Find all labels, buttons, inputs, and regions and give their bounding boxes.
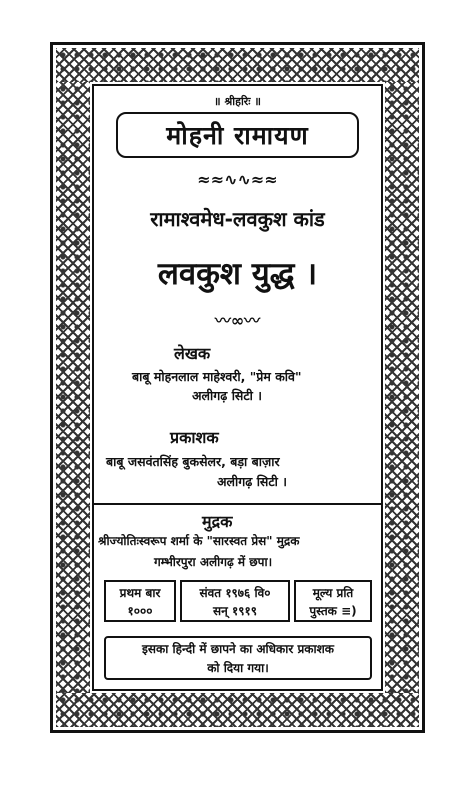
price-label: मूल्य प्रति: [312, 586, 354, 600]
book-title: मोहनी रामायण: [166, 121, 309, 150]
info-boxes: [104, 580, 372, 622]
edition-count: १०००: [127, 604, 153, 618]
ornament-flourish: 〰∞〰: [214, 311, 261, 330]
edition-label: प्रथम बार: [119, 586, 161, 600]
publisher-name: बाबू जसवंतसिंह बुकसेलर, बड़ा बाज़ार: [106, 454, 280, 469]
ornamental-border-top: [56, 48, 419, 82]
book-subtitle: रामाश्वमेध-लवकुश कांड: [150, 207, 325, 231]
printer-name: श्रीज्योतिःस्वरूप शर्मा के "सारस्वत प्रेस" मुद्रक: [98, 534, 300, 548]
printer-place: गम्भीरपुरा अलीगढ़ में छपा।: [154, 555, 273, 569]
ornamental-border-bottom: [56, 693, 419, 727]
author-place: अलीगढ़ सिटी ।: [192, 388, 263, 403]
price-box: [294, 580, 372, 622]
year-date: सन् १९१९: [213, 604, 257, 618]
divider: [92, 503, 383, 505]
author-name: बाबू मोहनलाल माहेश्वरी, "प्रेम कवि": [132, 369, 302, 384]
ornamental-border-right: [385, 82, 419, 693]
edition-box: [104, 580, 176, 622]
ornament-flourish: ≈≈∿∿≈≈: [197, 170, 278, 189]
copyright-notice: [104, 636, 372, 680]
notice-line: को दिया गया।: [207, 661, 269, 675]
blessing-text: ॥ श्रीहरिः ॥: [214, 95, 261, 108]
author-label: लेखक: [174, 344, 211, 363]
notice-line: इसका हिन्दी में छापने का अधिकार प्रकाशक: [142, 642, 334, 656]
publisher-place: अलीगढ़ सिटी ।: [217, 474, 288, 489]
ornamental-border-left: [56, 82, 90, 693]
price-value: पुस्तक ≡): [309, 604, 357, 618]
samvat-date: संवत १९७६ वि०: [199, 586, 271, 600]
printer-label: मुद्रक: [202, 512, 233, 531]
section-title: लवकुश युद्ध ।: [157, 256, 318, 292]
publisher-label: प्रकाशक: [170, 428, 219, 447]
date-box: [180, 580, 290, 622]
